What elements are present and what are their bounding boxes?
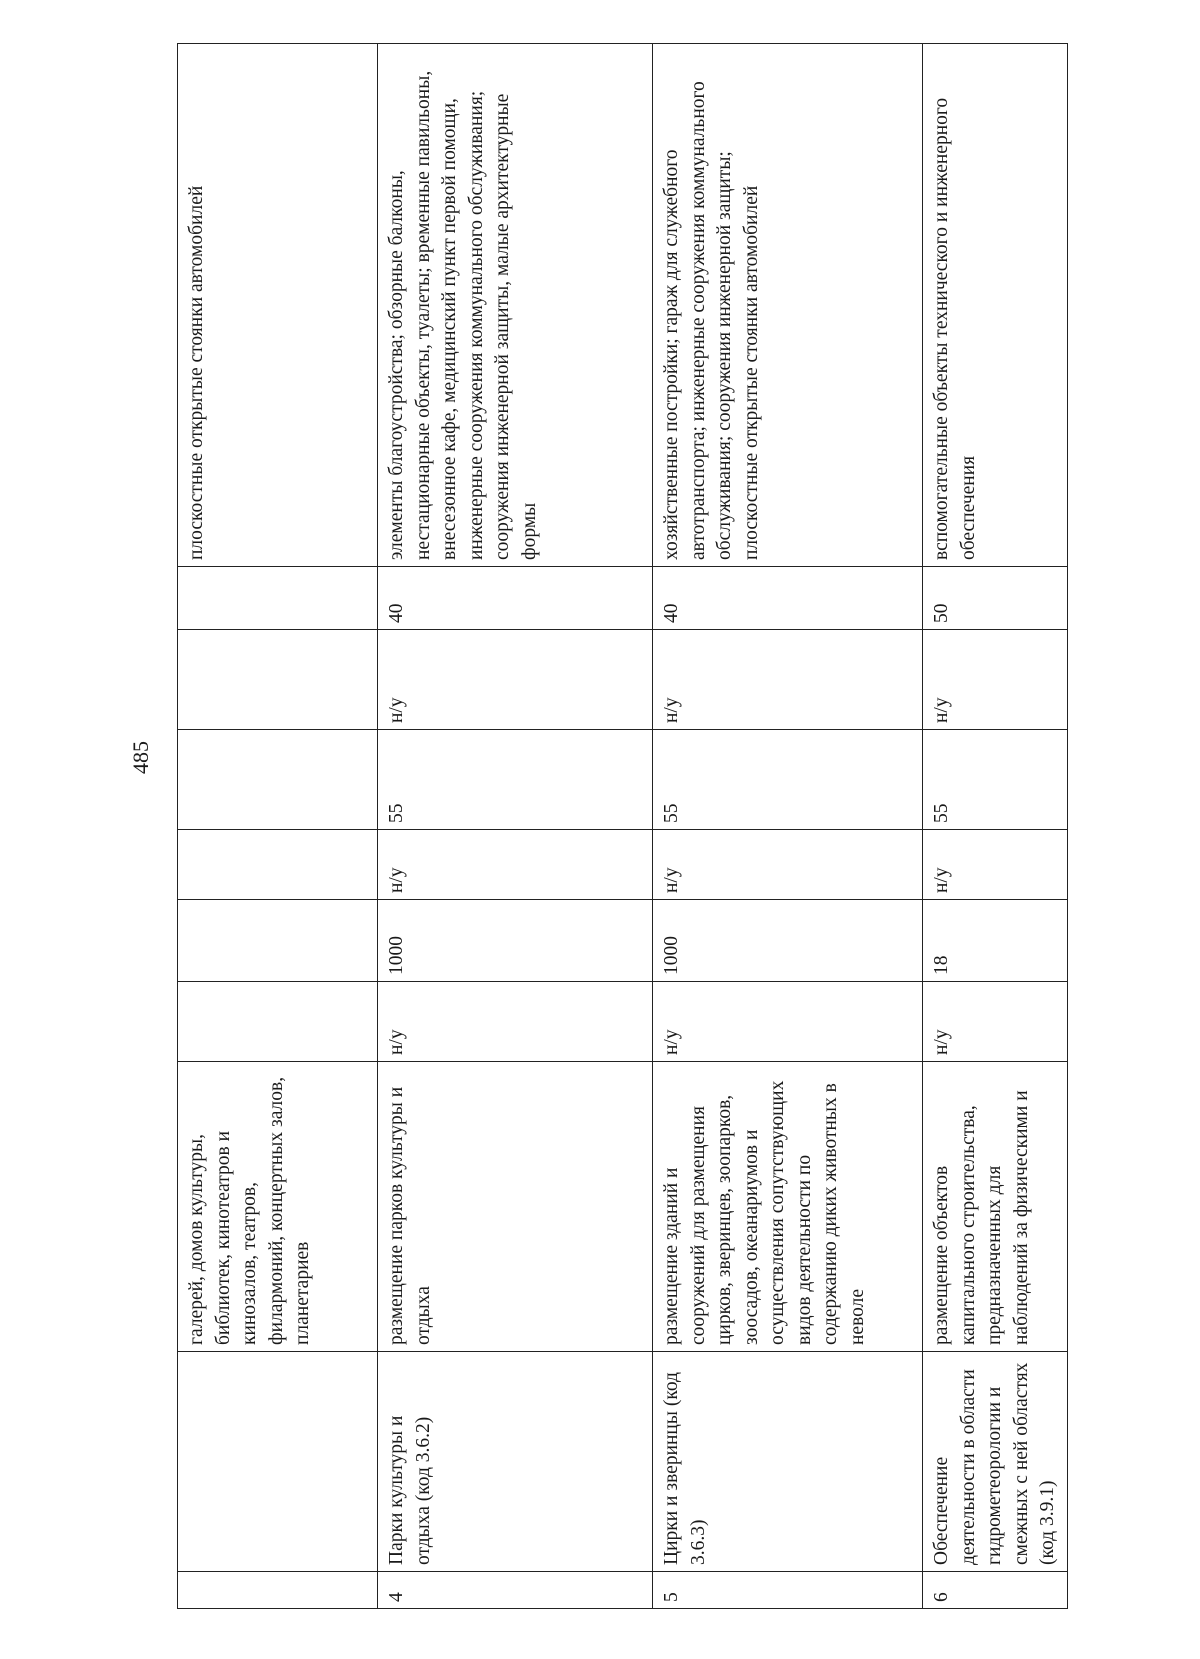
cell-param: н/у [653, 982, 923, 1062]
table-row [178, 44, 378, 1609]
cell-param: н/у [378, 982, 653, 1062]
cell-name: Парки культуры и отдыха (код 3.6.2) [378, 1352, 653, 1572]
cell-name: Обеспечение деятельности в области гидрометеорологии и смежных с ней областях (код 3.9.1) [923, 1352, 1068, 1572]
cell-description: размещение зданий и сооружений для размещения цирков, зверинцев, зоопарков, зоосадов, океанариумов и осуществления сопутствующих видов деятельности по содержанию диких животных в неволе [653, 1062, 923, 1352]
cell-param: 40 [653, 567, 923, 630]
cell-param: н/у [378, 630, 653, 730]
cell-num [178, 1572, 378, 1609]
cell-param [178, 982, 378, 1062]
table-row [378, 44, 653, 1609]
cell-param: 1000 [653, 900, 923, 982]
cell-description: размещение парков культуры и отдыха [378, 1062, 653, 1352]
cell-param [178, 900, 378, 982]
table-row [923, 44, 1068, 1609]
cell-num: 6 [923, 1572, 1068, 1609]
cell-param [178, 730, 378, 830]
cell-param: 55 [653, 730, 923, 830]
cell-param [178, 630, 378, 730]
cell-param: 18 [923, 900, 1068, 982]
cell-param: 40 [378, 567, 653, 630]
cell-num: 4 [378, 1572, 653, 1609]
cell-param: н/у [923, 630, 1068, 730]
cell-param: 55 [923, 730, 1068, 830]
cell-param: 55 [378, 730, 653, 830]
land-use-table [177, 43, 1068, 1609]
rotated-table-container [177, 44, 1067, 1609]
cell-description [923, 1062, 1068, 1352]
cell-param: н/у [653, 630, 923, 730]
cell-objects: плоскостные открытые стоянки автомобилей [178, 44, 378, 567]
cell-objects: вспомогательные объекты технического и инженерного обеспечения [923, 44, 1068, 567]
cell-name: Цирки и зверинцы (код 3.6.3) [653, 1352, 923, 1572]
cell-num: 5 [653, 1572, 923, 1609]
table-row [653, 44, 923, 1609]
cell-param [178, 567, 378, 630]
cell-objects: элементы благоустройства; обзорные балконы, нестационарные объекты, туалеты; временные павильоны, внесезонное кафе, медицинский пункт первой помощи, инженерные сооружения коммунального обслуживания; сооружения инженерной защиты, малые архитектурные формы [378, 44, 653, 567]
page-number: 485 [128, 741, 153, 774]
cell-param: 50 [923, 567, 1068, 630]
cell-param [178, 830, 378, 900]
cell-param: н/у [653, 830, 923, 900]
cell-param: н/у [923, 982, 1068, 1062]
cell-description: галерей, домов культуры, библиотек, кинотеатров и кинозалов, театров, филармоний, концертных залов, планетариев [178, 1062, 378, 1352]
cell-param: н/у [923, 830, 1068, 900]
cell-param: 1000 [378, 900, 653, 982]
cell-param: н/у [378, 830, 653, 900]
cell-name [178, 1352, 378, 1572]
cell-description-text: размещение объектов капитального строительства, предназначенных для наблюдений за физическими и [931, 1090, 1032, 1345]
cell-objects: хозяйственные постройки; гараж для служебного автотранспорта; инженерные сооружения коммунального обслуживания; сооружения инженерной защиты; плоскостные открытые стоянки автомобилей [653, 44, 923, 567]
